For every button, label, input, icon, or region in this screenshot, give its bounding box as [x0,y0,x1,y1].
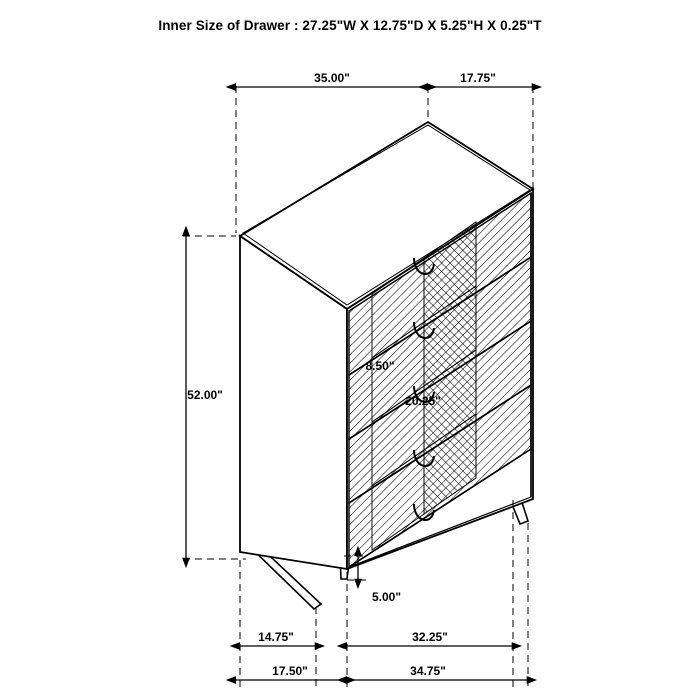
dimension-bottom-front-inner-label: 32.25" [412,630,448,644]
dimension-top-front-width [236,71,428,87]
dimension-drawer-height-label: 8.50" [365,359,395,373]
dimension-bottom-outer-row [236,664,528,680]
dimension-drawer-width [405,394,441,408]
dimension-overall-height [186,236,223,559]
dimension-bottom-side-outer-label: 17.50" [272,664,308,678]
dimension-top-side-depth-label: 17.75" [460,71,496,85]
dimension-bottom-side-inner-label: 14.75" [258,630,294,644]
dimension-bottom-inner-row [240,630,513,646]
dimension-leg-height-label: 5.00" [372,590,402,604]
dimension-bottom-front-outer-label: 34.75" [410,664,446,678]
dimension-overall-height-label: 52.00" [187,388,223,402]
dimension-drawer-width-label: 20.25" [405,394,441,408]
dimension-top-front-width-label: 35.00" [314,71,350,85]
dimension-top-side-depth [428,71,533,87]
page-title: Inner Size of Drawer : 27.25"W X 12.75"D X 5.25"H X 0.25"T [158,18,542,33]
dimension-drawer-height [365,359,394,373]
